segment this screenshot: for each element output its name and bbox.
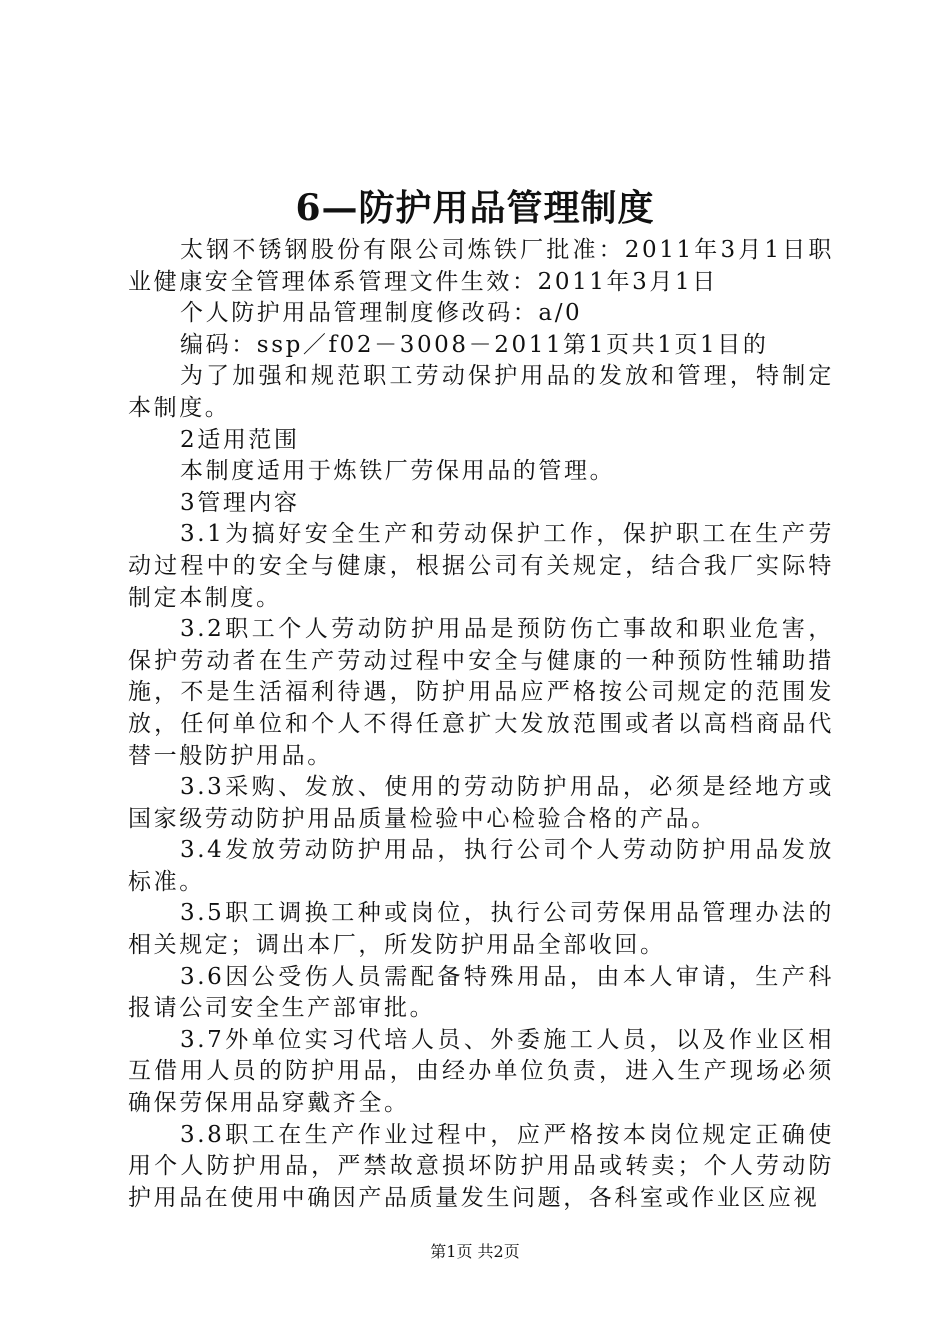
heading-management-content: 3管理内容	[180, 489, 300, 516]
document-body	[128, 235, 834, 1214]
paragraph-header-info: 太钢不锈钢股份有限公司炼铁厂批准：2011年3月1日职业健康安全管理体系管理文件生效：2011年3月1日	[128, 237, 834, 295]
document-title: 6—防护用品管理制度	[295, 187, 655, 229]
paragraph-3-6: 3.6因公受伤人员需配备特殊用品，由本人审请，生产科报请公司安全生产部审批。	[128, 963, 834, 1022]
paragraph-purpose: 为了加强和规范职工劳动保护用品的发放和管理，特制定本制度。	[128, 363, 834, 421]
paragraph-revision-code: 个人防护用品管理制度修改码：a/0	[180, 300, 583, 327]
paragraph-3-7: 3.7外单位实习代培人员、外委施工人员，以及作业区相互借用人员的防护用品，由经办单位负责，进入生产现场必须确保劳保用品穿戴齐全。	[128, 1026, 834, 1117]
paragraph-3-2: 3.2职工个人劳动防护用品是预防伤亡事故和职业危害，保护劳动者在生产劳动过程中安全与健康的一种预防性辅助措施，不是生活福利待遇，防护用品应严格按公司规定的范围发放，任何单位和个人不得任意扩大发放范围或者以高档商品代替一般防护用品。	[128, 616, 834, 769]
paragraph-3-8: 3.8职工在生产作业过程中，应严格按本岗位规定正确使用个人防护用品，严禁故意损坏防护用品或转卖；个人劳动防护用品在使用中确因产品质量发生问题，各科室或作业区应视	[128, 1121, 834, 1211]
paragraph-scope: 本制度适用于炼铁厂劳保用品的管理。	[180, 458, 616, 485]
paragraph-3-5: 3.5职工调换工种或岗位，执行公司劳保用品管理办法的相关规定；调出本厂，所发防护用品全部收回。	[128, 900, 834, 959]
paragraph-3-1: 3.1为搞好安全生产和劳动保护工作，保护职工在生产劳动过程中的安全与健康，根据公司有关规定，结合我厂实际特制定本制度。	[128, 521, 834, 611]
paragraph-3-4: 3.4发放劳动防护用品，执行公司个人劳动防护用品发放标准。	[128, 837, 834, 895]
heading-scope: 2适用范围	[180, 426, 300, 453]
page-number-footer: 第1页 共2页	[430, 1242, 520, 1261]
paragraph-document-code: 编码：ssp／f02－3008－2011第1页共1页1目的	[180, 331, 769, 358]
paragraph-3-3: 3.3采购、发放、使用的劳动防护用品，必须是经地方或国家级劳动防护用品质量检验中心检验合格的产品。	[128, 774, 834, 832]
